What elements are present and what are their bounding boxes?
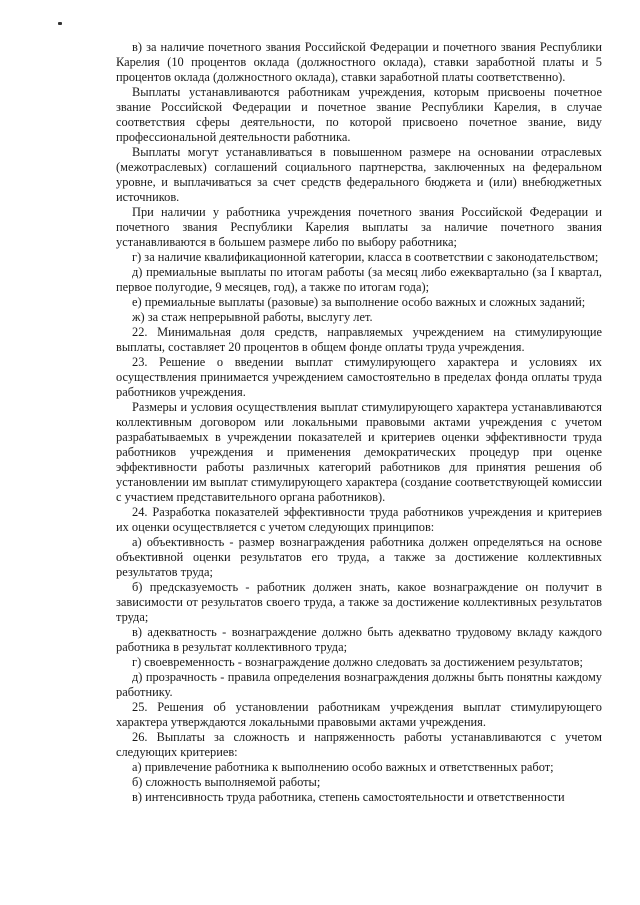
paragraph: 23. Решение о введении выплат стимулирующего характера и условиях их осуществления принимается учреждением самостоятельно в пределах фонда оплаты труда работников учреждения. (116, 355, 602, 399)
paragraph: г) своевременность - вознаграждение должно следовать за достижением результатов; (132, 655, 583, 669)
paragraph: в) адекватность - вознаграждение должно быть адекватно трудовому вкладу каждого работника в результат коллективного труда; (116, 625, 602, 654)
paragraph: б) предсказуемость - работник должен знать, какое вознаграждение он получит в зависимости от результатов своего труда, а также за достижение коллективных результатов труда; (116, 580, 602, 624)
paragraph: а) объективность - размер вознаграждения работника должен определяться на основе объективной оценки результатов его труда, а также за достижение коллективных результатов труда; (116, 535, 602, 579)
scan-speck (58, 22, 62, 25)
paragraph: ж) за стаж непрерывной работы, выслугу лет. (132, 310, 373, 324)
paragraph: б) сложность выполняемой работы; (132, 775, 321, 789)
paragraph: Размеры и условия осуществления выплат стимулирующего характера устанавливаются коллективным договором или локальными правовыми актами учреждения с учетом разрабатываемых в учреждении показателей и критериев оценки эффективности труда работников учреждения и применения демократических процедур при оценке эффективности работы различных категорий работников для принятия решения об установлении им выплат стимулирующего характера (создание соответствующей комиссии с участием представительного органа работников). (116, 400, 602, 504)
paragraph: Выплаты устанавливаются работникам учреждения, которым присвоены почетное звание Российской Федерации и почетное звание Республики Карелия, в случае соответствия сферы деятельности, по которой присвоено почетное звание, виду профессиональной деятельности работника. (116, 85, 602, 144)
paragraph: а) привлечение работника к выполнению особо важных и ответственных работ; (132, 760, 554, 774)
paragraph: При наличии у работника учреждения почетного звания Российской Федерации и почетного звания Республики Карелия выплаты за наличие почетного звания устанавливаются в большем размере либо по выбору работника; (116, 205, 602, 249)
paragraph: г) за наличие квалификационной категории, класса в соответствии с законодательством; (132, 250, 599, 264)
paragraph: 24. Разработка показателей эффективности труда работников учреждения и критериев их оценки осуществляется с учетом следующих принципов: (116, 505, 602, 534)
paragraph: 25. Решения об установлении работникам учреждения выплат стимулирующего характера утверждаются локальными правовыми актами учреждения. (116, 700, 602, 729)
paragraph: е) премиальные выплаты (разовые) за выполнение особо важных и сложных заданий; (132, 295, 586, 309)
paragraph: д) премиальные выплаты по итогам работы (за месяц либо ежеквартально (за I квартал, первое полугодие, 9 месяцев, год), а также по итогам года); (116, 265, 602, 294)
paragraph: 22. Минимальная доля средств, направляемых учреждением на стимулирующие выплаты, составляет 20 процентов в общем фонде оплаты труда учреждения. (116, 325, 602, 354)
paragraph: Выплаты могут устанавливаться в повышенном размере на основании отраслевых (межотраслевых) соглашений социального партнерства, заключенных на федеральном уровне, и выплачиваться за счет средств федерального бюджета и (или) внебюджетных источников. (116, 145, 602, 204)
paragraph: в) интенсивность труда работника, степень самостоятельности и ответственности (132, 790, 565, 804)
paragraph: д) прозрачность - правила определения вознаграждения должны быть понятны каждому работнику. (116, 670, 602, 699)
document-body (116, 40, 602, 805)
paragraph: 26. Выплаты за сложность и напряженность работы устанавливаются с учетом следующих критериев: (116, 730, 602, 759)
paragraph: в) за наличие почетного звания Российской Федерации и почетного звания Республики Карелия (10 процентов оклада (должностного оклада), ставки заработной платы и 5 процентов оклада (должностного оклада), ставки заработной платы соответственно). (116, 40, 602, 84)
